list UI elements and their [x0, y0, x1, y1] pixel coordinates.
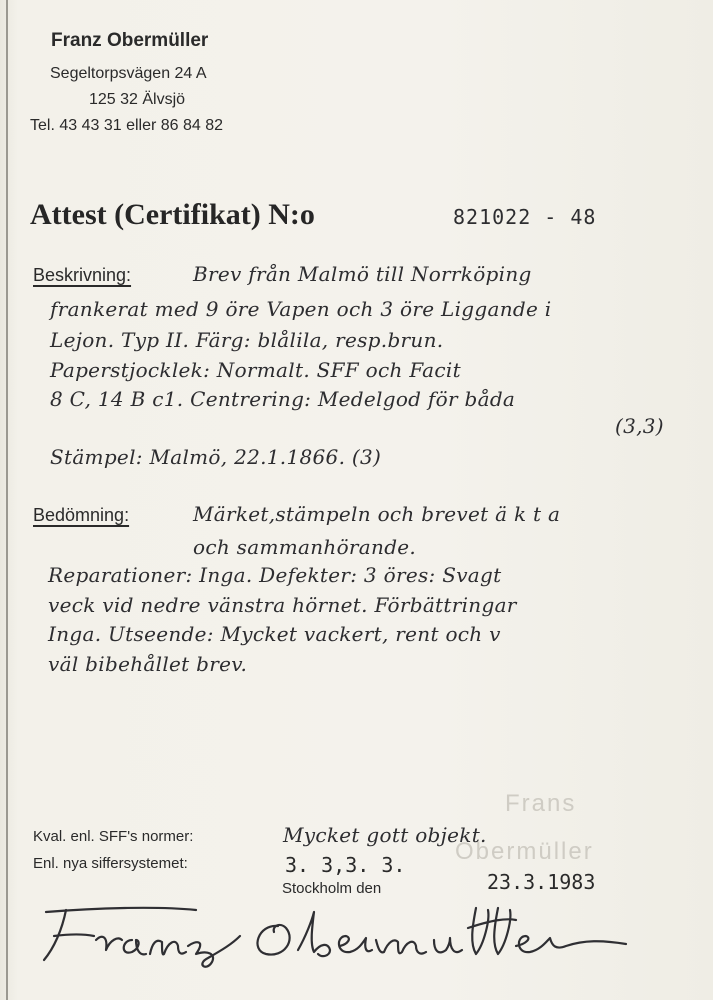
- place-label: Stockholm den: [282, 880, 382, 897]
- description-line: (3,3): [615, 414, 664, 438]
- certificate-title: Attest (Certifikat) N:o: [30, 198, 315, 231]
- assessment-label: Bedömning:: [33, 505, 130, 525]
- number-system-value: 3. 3,3. 3.: [285, 853, 406, 877]
- quality-value: Mycket gott objekt.: [283, 823, 487, 847]
- scan-edge: [6, 0, 8, 1000]
- signature: [36, 900, 656, 980]
- assessment-line: Märket,stämpeln och brevet ä k t a: [193, 502, 561, 526]
- stamp-line: Frans: [505, 790, 577, 817]
- description-line: Stämpel: Malmö, 22.1.1866. (3): [50, 445, 382, 469]
- description-label: Beskrivning:: [33, 265, 132, 285]
- issuer-postal: 125 32 Älvsjö: [89, 91, 186, 108]
- description-line: 8 C, 14 B c1. Centrering: Medelgod för båda: [50, 387, 516, 411]
- issuer-name: Franz Obermüller: [51, 30, 209, 51]
- description-line: Paperstjocklek: Normalt. SFF och Facit: [50, 358, 461, 382]
- stamp-line: Obermüller: [455, 838, 594, 865]
- quality-label: Kval. enl. SFF's normer:: [33, 828, 194, 845]
- assessment-line: Inga. Utseende: Mycket vackert, rent och v: [48, 622, 501, 646]
- certificate-number: 821022 - 48: [453, 205, 597, 229]
- issuer-street: Segeltorpsvägen 24 A: [50, 65, 207, 82]
- assessment-line: veck vid nedre vänstra hörnet. Förbättringar: [48, 593, 517, 617]
- date: 23.3.1983: [487, 870, 596, 894]
- issuer-phone: Tel. 43 43 31 eller 86 84 82: [30, 117, 224, 134]
- description-line: frankerat med 9 öre Vapen och 3 öre Liggande i: [50, 297, 552, 321]
- description-line: Lejon. Typ II. Färg: blålila, resp.brun.: [50, 328, 444, 352]
- description-line: Brev från Malmö till Norrköping: [193, 262, 532, 286]
- assessment-line: och sammanhörande.: [193, 535, 417, 559]
- assessment-line: Reparationer: Inga. Defekter: 3 öres: Svagt: [48, 563, 502, 587]
- number-system-label: Enl. nya siffersystemet:: [33, 855, 188, 872]
- assessment-line: väl bibehållet brev.: [48, 652, 248, 676]
